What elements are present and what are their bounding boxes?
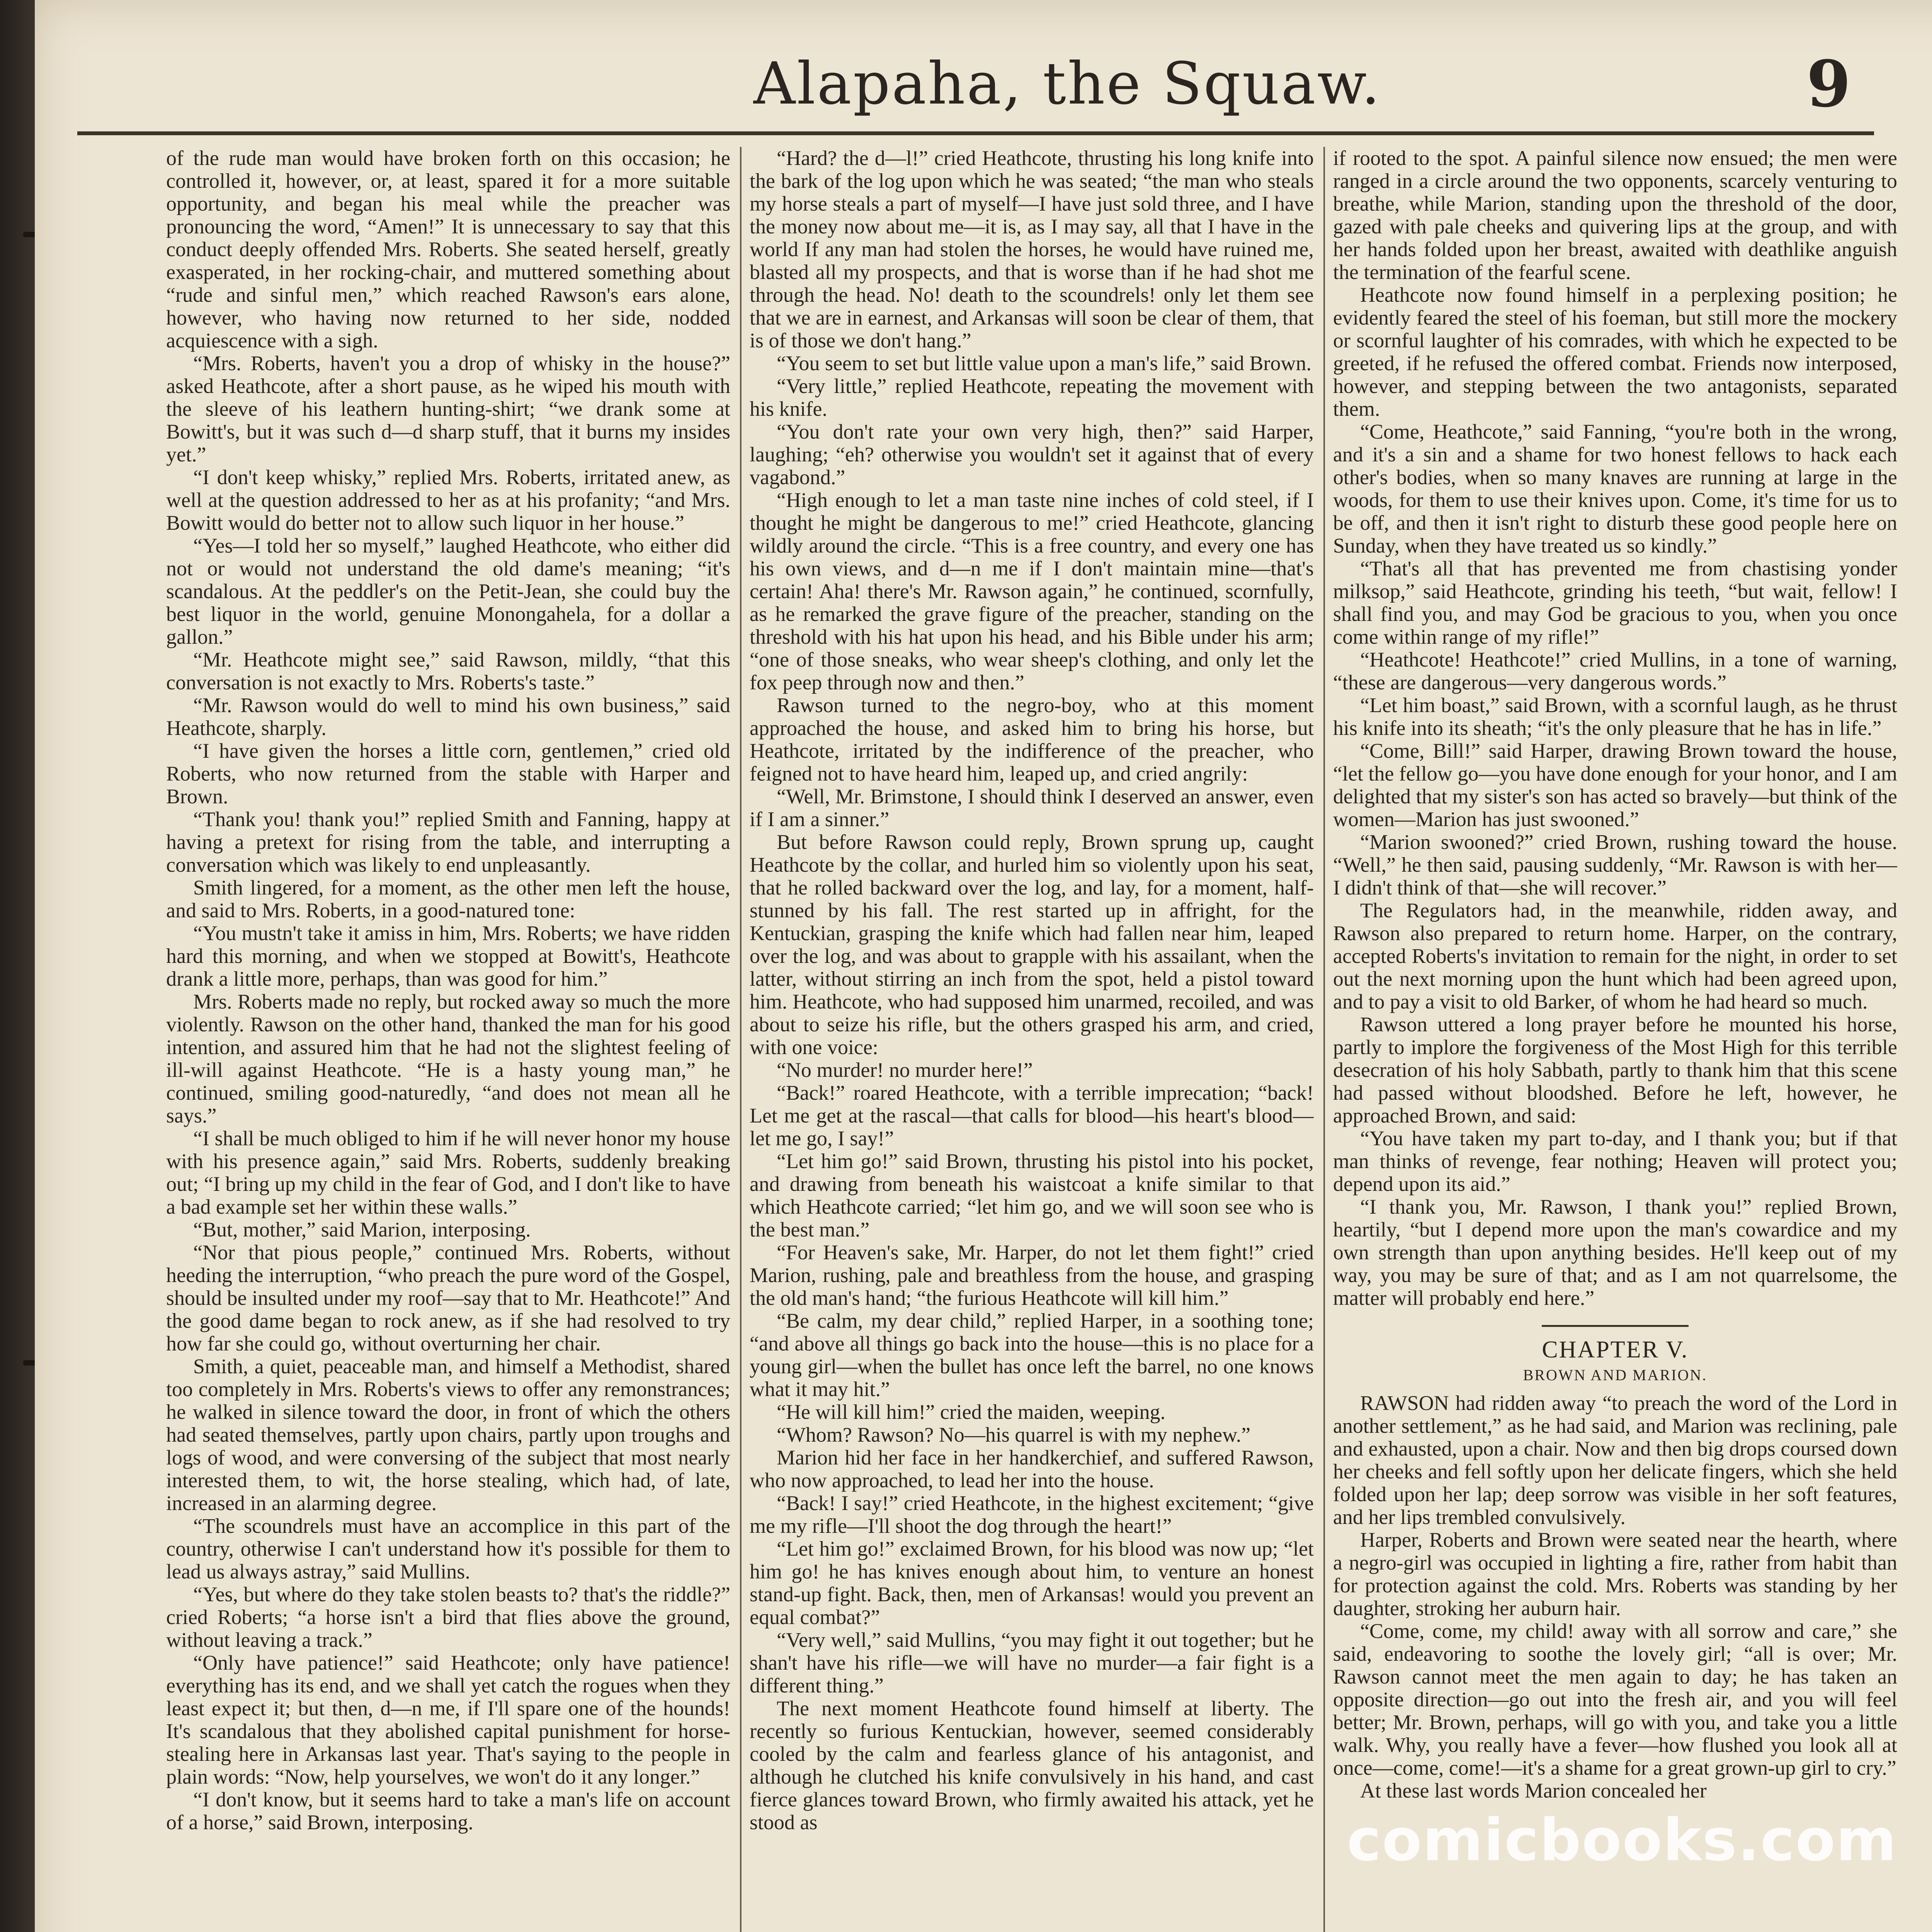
paragraph: “I shall be much obliged to him if he will never honor my house with his presence again,” said Mrs. Roberts, suddenly breaking out; “I bring up my child in the fear of God, and I don't like to have a bad example set her within these walls.” bbox=[166, 1127, 730, 1218]
paragraph: “Come, come, my child! away with all sorrow and care,” she said, endeavoring to soothe the lovely girl; “all is over; Mr. Rawson cannot meet the men again to day; he has taken an opposite direction—go out into the fresh air, and you will feel better; Mr. Brown, perhaps, will go with you, and take you a little walk. Why, you really have a fever—how flushed you look all at once—come, come!—it's a shame for a great grown-up girl to cry.” bbox=[1333, 1619, 1897, 1779]
paragraph: “Only have patience!” said Heathcote; only have patience! everything has its end, and we shall yet catch the rogues when they least expect it; but then, d—n me, if I'll spare one of the hounds! It's scandalous that they abolished capital punishment for horse-stealing here in Arkansas last year. That's saying to the people in plain words: “Now, help yourselves, we won't do it any longer.” bbox=[166, 1651, 730, 1788]
paragraph: RAWSON had ridden away “to preach the word of the Lord in another settlement,” as he had said, and Marion was reclining, pale and exhausted, upon a chair. Now and then big drops coursed down her cheeks and fell softly upon her delicate fingers, which she held folded upon her lap; deep sorrow was visible in her soft features, and her lips trembled convulsively. bbox=[1333, 1391, 1897, 1529]
paragraph: “But, mother,” said Marion, interposing. bbox=[193, 1218, 531, 1241]
watermark: comicbooks.com bbox=[1347, 1807, 1897, 1874]
paragraph: Mrs. Roberts made no reply, but rocked away so much the more violently. Rawson on the other hand, thanked the man for his good intention, and assured him that he had not the slightest feeling of ill-will against Heathcote. “He is a hasty young man,” he continued, smiling good-naturedly, “and does not mean all he says.” bbox=[166, 990, 730, 1127]
paragraph: “Very little,” replied Heathcote, repeating the movement with his knife. bbox=[750, 374, 1314, 420]
paragraph: “Very well,” said Mullins, “you may fight it out together; but he shan't have his rifle—we will have no murder—a fair fight is a different thing.” bbox=[750, 1628, 1314, 1697]
paragraph: Heathcote now found himself in a perplexing position; he evidently feared the steel of his foeman, but still more the mockery or scornful laughter of his comrades, with which he expected to be greeted, if he refused the offered combat. Friends now interposed, however, and stepping between the two antagonists, separated them. bbox=[1333, 283, 1897, 420]
paragraph: “The scoundrels must have an accomplice in this part of the country, otherwise I can't understand how it's possible for them to lead us always astray,” said Mullins. bbox=[166, 1514, 730, 1583]
page-number: 9 bbox=[1806, 46, 1851, 121]
paragraph: of the rude man would have broken forth on this occasion; he controlled it, however, or, at least, spared it for a more suitable opportunity, and began his meal while the preacher was pronouncing the word, “Amen!” It is unnecessary to say that this conduct deeply offended Mrs. Roberts. She seated herself, greatly exasperated, in her rocking-chair, and muttered something about “rude and sinful men,” which reached Rawson's ears alone, however, who having now returned to her side, nodded acquiescence with a sigh. bbox=[166, 147, 730, 352]
paragraph: “Let him boast,” said Brown, with a scornful laugh, as he thrust his knife into its sheath; “it's the only pleasure that he has in life.” bbox=[1333, 694, 1897, 740]
paragraph: “You don't rate your own very high, then?” said Harper, laughing; “eh? otherwise you wouldn't set it against that of every vagabond.” bbox=[750, 420, 1314, 489]
paragraph: “High enough to let a man taste nine inches of cold steel, if I thought he might be dangerous to me!” cried Heathcote, glancing wildly around the circle. “This is a free country, and every one has his own views, and d—n me if I don't maintain mine—that's certain! Aha! there's Mr. Rawson again,” he continued, scornfully, as he remarked the grave figure of the preacher, standing on the threshold with his hat upon his head, and his Bible under his arm; “one of those sneaks, who wear sheep's clothing, and only let the fox peep through now and then.” bbox=[750, 488, 1314, 694]
column-divider bbox=[740, 147, 742, 1932]
paragraph: if rooted to the spot. A painful silence now ensued; the men were ranged in a circle around the two opponents, scarcely venturing to breathe, while Marion, standing upon the threshold of the door, gazed with pale cheeks and quivering lips at the group, and with her hands folded upon her breast, awaited with deathlike anguish the termination of the fearful scene. bbox=[1333, 147, 1897, 284]
paragraph: “I don't keep whisky,” replied Mrs. Roberts, irritated anew, as well at the question addressed to her as at his profanity; “and Mrs. Bowitt would do better not to allow such liquor in her house.” bbox=[166, 466, 730, 534]
paragraph: Smith, a quiet, peaceable man, and himself a Methodist, shared too completely in Mrs. Roberts's views to offer any remonstrances; he walked in silence toward the door, in front of which the others had seated themselves, partly upon chairs, partly upon troughs and logs of wood, and were conversing of the subject that most nearly interested them, to wit, the horse stealing, which had, of late, increased in an alarming degree. bbox=[166, 1355, 730, 1515]
paragraph: Rawson turned to the negro-boy, who at this moment approached the house, and asked him to bring his horse, but Heathcote, irritated by the indifference of the preacher, who feigned not to have heard him, leaped up, and cried angrily: bbox=[750, 694, 1314, 785]
paragraph: But before Rawson could reply, Brown sprung up, caught Heathcote by the collar, and hurled him so violently upon his seat, that he rolled backward over the log, and lay, for a moment, half-stunned by his fall. The rest started up in affright, for the Kentuckian, grasping the knife which had fallen near him, leaped over the log, and was about to grapple with his assailant, when the latter, without stirring an inch from the spot, held a pistol toward him. Heathcote, who had supposed him unarmed, recoiled, and was about to seize his rifle, but the others grasped his arm, and cried, with one voice: bbox=[750, 830, 1314, 1059]
column-divider bbox=[1323, 147, 1325, 1932]
paragraph: “You mustn't take it amiss in him, Mrs. Roberts; we have ridden hard this morning, and when we stopped at Bowitt's, Heathcote drank a little more, perhaps, than was good for him.” bbox=[166, 922, 730, 990]
paragraph: “Marion swooned?” cried Brown, rushing toward the house. “Well,” he then said, pausing suddenly, “Mr. Rawson is with her—I didn't think of that—she will recover.” bbox=[1333, 830, 1897, 899]
chapter-title: CHAPTER V. bbox=[1542, 1337, 1689, 1363]
paragraph: “That's all that has prevented me from chastising yonder milksop,” said Heathcote, grinding his teeth, “but wait, fellow! I shall find you, and may God be gracious to you, when you once come within range of my rifle!” bbox=[1333, 557, 1897, 648]
paragraph: “Back! I say!” cried Heathcote, in the highest excitement; “give me my rifle—I'll shoot the dog through the heart!” bbox=[750, 1492, 1314, 1537]
paragraph: “Be calm, my dear child,” replied Harper, in a soothing tone; “and above all things go back into the house—this is no place for a young girl—when the bullet has once left the barrel, no one knows what it may hit.” bbox=[750, 1309, 1314, 1401]
paragraph: “No murder! no murder here!” bbox=[777, 1058, 1033, 1082]
book-binding bbox=[0, 0, 35, 1932]
paragraph: “Back!” roared Heathcote, with a terrible imprecation; “back! Let me get at the rascal—that calls for blood—his heart's blood—let me go, I say!” bbox=[750, 1081, 1314, 1150]
paragraph: “I have given the horses a little corn, gentlemen,” cried old Roberts, who now returned from the stable with Harper and Brown. bbox=[166, 739, 730, 808]
paragraph: “Hard? the d—l!” cried Heathcote, thrusting his long knife into the bark of the log upon which he was seated; “the man who steals my horse steals a part of myself—I have just sold three, and I have the money now about me—it is, as I may say, all that I have in the world If any man had stolen the horses, he would have ruined me, blasted all my prospects, and that is worse than if he had shot me through the head. No! death to the scoundrels! only let them see that we are in earnest, and Arkansas will soon be clear of them, that is of those we don't hang.” bbox=[750, 147, 1314, 352]
paragraph: At these last words Marion concealed her bbox=[1360, 1779, 1707, 1802]
paragraph: “Yes—I told her so myself,” laughed Heathcote, who either did not or would not understand the old dame's meaning; “it's scandalous. At the peddler's on the Petit-Jean, she could buy the best liquor in the world, genuine Monongahela, for a dollar a gallon.” bbox=[166, 534, 730, 648]
paragraph: Smith lingered, for a moment, as the other men left the house, and said to Mrs. Roberts, in a good-natured tone: bbox=[166, 876, 730, 922]
paragraph: “You have taken my part to-day, and I thank you; but if that man thinks of revenge, fear nothing; Heaven will protect you; depend upon its aid.” bbox=[1333, 1127, 1897, 1196]
paragraph: “Whom? Rawson? No—his quarrel is with my nephew.” bbox=[777, 1423, 1251, 1446]
paragraph: The next moment Heathcote found himself at liberty. The recently so furious Kentuckian, however, seemed considerably cooled by the calm and fearless glance of his antagonist, and although he clutched his knife convulsively in his hand, and cast fierce glances toward Brown, who firmly awaited his attack, yet he stood as bbox=[750, 1697, 1314, 1834]
paragraph: “I thank you, Mr. Rawson, I thank you!” replied Brown, heartily, “but I depend more upon the man's cowardice and my own strength than upon anything besides. He'll keep out of my way, you may be sure of that; and as I am not quarrelsome, the matter will probably end here.” bbox=[1333, 1195, 1897, 1310]
text-column-3 bbox=[1333, 147, 1897, 1932]
paragraph: Rawson uttered a long prayer before he mounted his horse, partly to implore the forgiveness of the Most High for this terrible desecration of his holy Sabbath, partly to thank him that this scene had passed without bloodshed. Before he left, however, he approached Brown, and said: bbox=[1333, 1013, 1897, 1127]
text-column-2 bbox=[750, 147, 1314, 1932]
paragraph: “Yes, but where do they take stolen beasts to? that's the riddle?” cried Roberts; “a horse isn't a bird that flies above the ground, without leaving a track.” bbox=[166, 1583, 730, 1651]
paragraph: “Mrs. Roberts, haven't you a drop of whisky in the house?” asked Heathcote, after a short pause, as he wiped his mouth with the sleeve of his leathern hunting-shirt; “we drank some at Bowitt's, but it was such d—d sharp stuff, that it burns my insides yet.” bbox=[166, 352, 730, 466]
paragraph: “Thank you! thank you!” replied Smith and Fanning, happy at having a pretext for rising from the table, and interrupting a conversation which was likely to end unpleasantly. bbox=[166, 808, 730, 876]
paragraph: “Let him go!” exclaimed Brown, for his blood was now up; “let him go! he has knives enough about him, to venture an honest stand-up fight. Back, then, men of Arkansas! would you prevent an equal combat?” bbox=[750, 1537, 1314, 1629]
paragraph: “Mr. Heathcote might see,” said Rawson, mildly, “that this conversation is not exactly to Mrs. Roberts's taste.” bbox=[166, 648, 730, 694]
chapter-subtitle: BROWN AND MARION. bbox=[1523, 1366, 1708, 1384]
paragraph: “For Heaven's sake, Mr. Harper, do not let them fight!” cried Marion, rushing, pale and breathless from the house, and grasping the old man's hand; “the furious Heathcote will kill him.” bbox=[750, 1241, 1314, 1310]
paragraph: “Heathcote! Heathcote!” cried Mullins, in a tone of warning, “these are dangerous—very dangerous words.” bbox=[1333, 648, 1897, 694]
paragraph: “Come, Heathcote,” said Fanning, “you're both in the wrong, and it's a sin and a shame for two honest fellows to hack each other's bodies, when so many knaves are running at large in the woods, for them to use their knives upon. Come, it's time for us to be off, and then it isn't right to disturb these good people here on Sunday, when they have treated us so kindly.” bbox=[1333, 420, 1897, 557]
page-header bbox=[77, 23, 1874, 135]
paragraph: “Nor that pious people,” continued Mrs. Roberts, without heeding the interruption, “who preach the pure word of the Gospel, should be insulted under my roof—say that to Mr. Heathcote!” And the good dame began to rock anew, as if she had resolved to try how far she could go, without overturning her chair. bbox=[166, 1241, 730, 1355]
paragraph: “He will kill him!” cried the maiden, weeping. bbox=[777, 1400, 1166, 1423]
paragraph: “You seem to set but little value upon a man's life,” said Brown. bbox=[777, 352, 1312, 375]
paragraph: “Come, Bill!” said Harper, drawing Brown toward the house, “let the fellow go—you have done enough for your honor, and I am delighted that my sister's son has acted so bravely—but think of the women—Marion has just swooned.” bbox=[1333, 739, 1897, 831]
paragraph: “I don't know, but it seems hard to take a man's life on account of a horse,” said Brown, interposing. bbox=[166, 1788, 730, 1834]
chapter-divider bbox=[1542, 1325, 1689, 1327]
paragraph: “Well, Mr. Brimstone, I should think I deserved an answer, even if I am a sinner.” bbox=[750, 785, 1314, 831]
paragraph: The Regulators had, in the meanwhile, ridden away, and Rawson also prepared to return home. Harper, on the contrary, accepted Roberts's invitation to remain for the night, in order to set out the next morning upon the hunt which had been agreed upon, and to pay a visit to old Barker, of whom he had heard so much. bbox=[1333, 899, 1897, 1013]
text-column-1 bbox=[166, 147, 730, 1932]
running-title: Alapaha, the Squaw. bbox=[753, 50, 1381, 117]
paragraph: Harper, Roberts and Brown were seated near the hearth, where a negro-girl was occupied in lighting a fire, rather from habit than for protection against the cold. Mrs. Roberts was standing by her daughter, stroking her auburn hair. bbox=[1333, 1528, 1897, 1620]
paragraph: “Let him go!” said Brown, thrusting his pistol into his pocket, and drawing from beneath his waistcoat a knife similar to that which Heathcote carried; “let him go, and we will soon see who is the best man.” bbox=[750, 1150, 1314, 1241]
paragraph: Marion hid her face in her handkerchief, and suffered Rawson, who now approached, to lead her into the house. bbox=[750, 1446, 1314, 1492]
paragraph: “Mr. Rawson would do well to mind his own business,” said Heathcote, sharply. bbox=[166, 694, 730, 740]
